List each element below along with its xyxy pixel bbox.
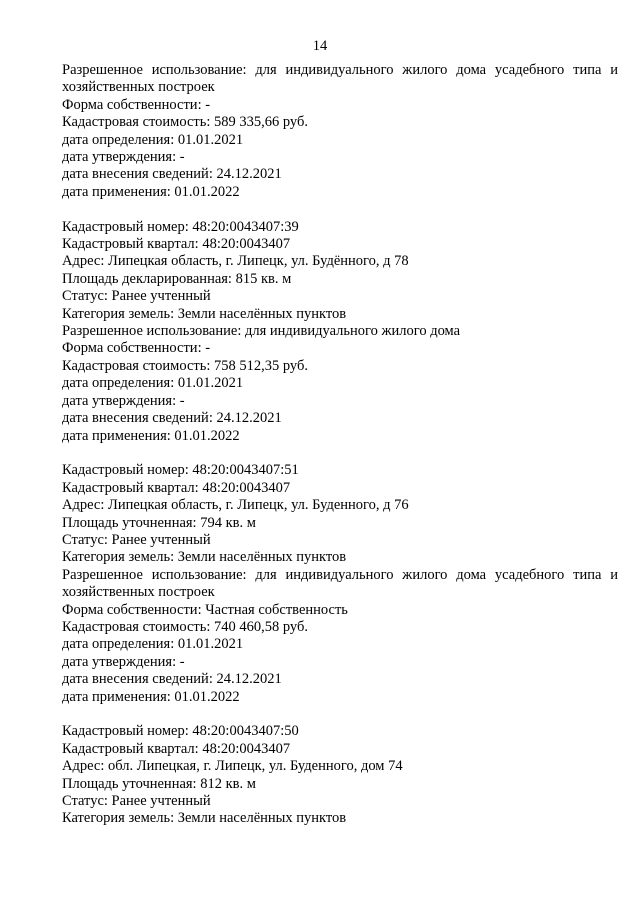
application-date-line: дата применения: 01.01.2022: [62, 688, 240, 705]
area-line: Площадь уточненная: 794 кв. м: [62, 514, 256, 531]
status-line: Статус: Ранее учтенный: [62, 531, 211, 548]
land-category-line: Категория земель: Земли населённых пунктов: [62, 549, 347, 566]
application-date-line: дата применения: 01.01.2022: [62, 427, 240, 444]
record-block: [62, 723, 618, 827]
cadastral-number-line: Кадастровый номер: 48:20:0043407:39: [62, 218, 299, 235]
permitted-use-line: Разрешенное использование: для индивидуального жилого дома усадебного типа и: [62, 62, 618, 78]
entry-date-line: дата внесения сведений: 24.12.2021: [62, 166, 282, 183]
record-block: [62, 219, 618, 445]
area-line: Площадь уточненная: 812 кв. м: [62, 775, 256, 792]
approval-date-line: дата утверждения: -: [62, 392, 185, 409]
address-line: Адрес: Липецкая область, г. Липецк, ул. Будённого, д 78: [62, 253, 409, 270]
ownership-form-line: Форма собственности: -: [62, 96, 211, 113]
permitted-use-continuation: хозяйственных построек: [62, 79, 215, 96]
determination-date-line: дата определения: 01.01.2021: [62, 375, 244, 392]
entry-date-line: дата внесения сведений: 24.12.2021: [62, 671, 282, 688]
document-body: [62, 62, 618, 828]
page-number: 14: [312, 38, 328, 54]
block-spacer: [62, 706, 618, 723]
address-line: Адрес: Липецкая область, г. Липецк, ул. Буденного, д 76: [62, 497, 409, 514]
ownership-form-line: Форма собственности: Частная собственность: [62, 601, 348, 618]
permitted-use-continuation: хозяйственных построек: [62, 584, 215, 601]
approval-date-line: дата утверждения: -: [62, 653, 185, 670]
land-category-line: Категория земель: Земли населённых пунктов: [62, 305, 347, 322]
cadastral-value-line: Кадастровая стоимость: 758 512,35 руб.: [62, 357, 308, 374]
status-line: Статус: Ранее учтенный: [62, 288, 211, 305]
land-category-line: Категория земель: Земли населённых пунктов: [62, 810, 347, 827]
application-date-line: дата применения: 01.01.2022: [62, 183, 240, 200]
cadastral-value-line: Кадастровая стоимость: 589 335,66 руб.: [62, 114, 308, 131]
cadastral-quarter-line: Кадастровый квартал: 48:20:0043407: [62, 740, 291, 757]
determination-date-line: дата определения: 01.01.2021: [62, 636, 244, 653]
approval-date-line: дата утверждения: -: [62, 149, 185, 166]
determination-date-line: дата определения: 01.01.2021: [62, 131, 244, 148]
cadastral-quarter-line: Кадастровый квартал: 48:20:0043407: [62, 236, 291, 253]
cadastral-value-line: Кадастровая стоимость: 740 460,58 руб.: [62, 618, 308, 635]
ownership-form-line: Форма собственности: -: [62, 340, 211, 357]
permitted-use-line: Разрешенное использование: для индивидуального жилого дома: [62, 323, 461, 340]
record-block: [62, 62, 618, 201]
address-line: Адрес: обл. Липецкая, г. Липецк, ул. Буденного, дом 74: [62, 758, 403, 775]
cadastral-quarter-line: Кадастровый квартал: 48:20:0043407: [62, 479, 291, 496]
block-spacer: [62, 201, 618, 218]
entry-date-line: дата внесения сведений: 24.12.2021: [62, 410, 282, 427]
cadastral-number-line: Кадастровый номер: 48:20:0043407:51: [62, 462, 299, 479]
record-block: [62, 462, 618, 706]
cadastral-number-line: Кадастровый номер: 48:20:0043407:50: [62, 723, 299, 740]
area-line: Площадь декларированная: 815 кв. м: [62, 270, 292, 287]
block-spacer: [62, 445, 618, 462]
status-line: Статус: Ранее учтенный: [62, 793, 211, 810]
permitted-use-line: Разрешенное использование: для индивидуального жилого дома усадебного типа и: [62, 566, 618, 583]
